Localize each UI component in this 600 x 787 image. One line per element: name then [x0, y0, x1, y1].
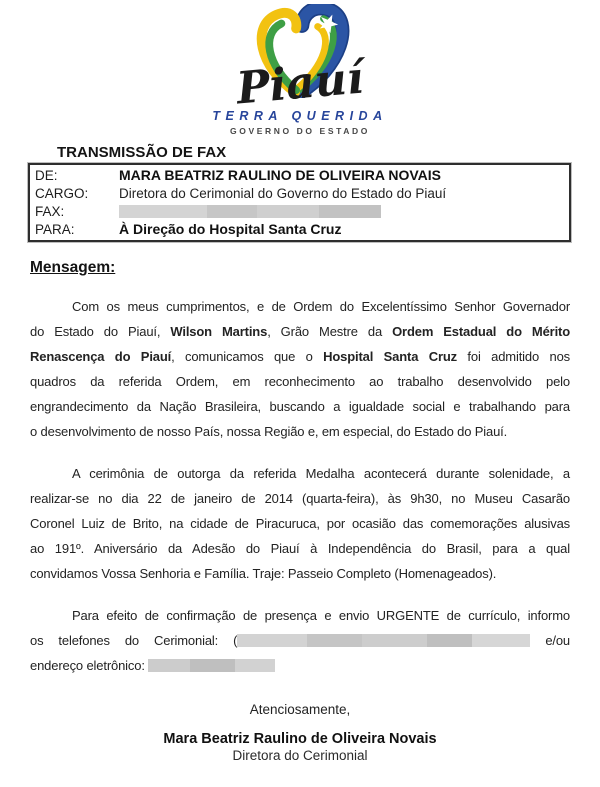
paragraph-line — [30, 319, 570, 344]
para-value: À Direção do Hospital Santa Cruz — [119, 221, 342, 237]
paragraph-line — [30, 653, 570, 678]
paragraph-line: Coronel Luiz de Brito, na cidade de Piracuruca, por ocasião das comemorações alusivas — [30, 516, 570, 531]
paragraph-line: A cerimônia de outorga da referida Medalha acontecerá durante solenidade, a — [72, 466, 570, 481]
text-segment: os telefones do Cerimonial: ( — [30, 633, 238, 648]
fax-label: FAX: — [35, 203, 65, 219]
bold-order-name: Renascença do Piauí — [30, 349, 172, 364]
redaction-bar — [207, 205, 257, 218]
message-paragraph-2 — [30, 461, 570, 586]
paragraph-line: realizar-se no dia 22 de janeiro de 2014 (quarta-feira), às 9h30, no Museu Casarão — [30, 491, 570, 506]
fax-row-fax — [30, 202, 569, 220]
text-segment: , comunicamos que o — [171, 349, 324, 364]
fax-row-para — [30, 220, 569, 238]
redaction-bar — [319, 205, 381, 218]
redaction-bar — [190, 659, 235, 672]
fax-transmission-title: TRANSMISSÃO DE FAX — [57, 144, 227, 161]
para-label: PARA: — [35, 221, 75, 237]
signature-name: Mara Beatriz Raulino de Oliveira Novais — [163, 731, 437, 747]
text-segment: endereço eletrônico: — [30, 658, 149, 673]
bold-hospital-name: Hospital Santa Cruz — [323, 349, 458, 364]
cargo-label: CARGO: — [35, 185, 89, 201]
paragraph-line: engrandecimento da Nação Brasileira, buscando a igualdade social e trabalhando para — [30, 399, 570, 414]
de-value: MARA BEATRIZ RAULINO DE OLIVEIRA NOVAIS — [119, 167, 441, 183]
redaction-bar — [257, 205, 319, 218]
email-redacted — [148, 658, 275, 673]
paragraph-line: Com os meus cumprimentos, e de Ordem do Excelentíssimo Senhor Governador — [72, 299, 570, 314]
redaction-bar — [148, 659, 190, 672]
de-label: DE: — [35, 167, 58, 183]
cargo-value: Diretora do Cerimonial do Governo do Estado do Piauí — [119, 185, 447, 201]
logo-government-label: GOVERNO DO ESTADO — [230, 126, 370, 136]
closing-salutation: Atenciosamente, — [249, 702, 351, 717]
redaction-bar — [235, 659, 275, 672]
fax-row-de — [30, 166, 569, 184]
text-segment: foi admitido nos — [457, 349, 571, 364]
paragraph-line: ao 191º. Aniversário da Adesão do Piauí à Independência do Brasil, para a qual — [30, 541, 570, 556]
paragraph-line — [30, 628, 570, 653]
redaction-bar — [362, 634, 427, 647]
fax-header-table — [28, 163, 571, 242]
redaction-bar — [237, 634, 307, 647]
paragraph-line: quadros da referida Ordem, em reconhecimento ao trabalho desenvolvido pelo — [30, 374, 570, 389]
redaction-bar — [119, 205, 207, 218]
text-segment: e/ou — [545, 633, 571, 648]
logo-state-name: Piauí — [234, 52, 366, 115]
signature-role: Diretora do Cerimonial — [232, 748, 368, 763]
text-segment: , Grão Mestre da — [267, 324, 393, 339]
message-paragraph-3 — [30, 603, 570, 678]
paragraph-line: o desenvolvimento de nosso País, nossa Região e, em especial, do Estado do Piauí. — [30, 424, 508, 439]
redaction-bar — [472, 634, 530, 647]
text-segment: do Estado do Piauí, — [30, 324, 171, 339]
bold-governor-name: Wilson Martins — [170, 324, 268, 339]
phone-numbers-redacted — [237, 633, 530, 648]
redaction-bar — [427, 634, 472, 647]
paragraph-line: Para efeito de confirmação de presença e envio URGENTE de currículo, informo — [72, 608, 570, 623]
fax-number-redacted — [119, 204, 569, 219]
redaction-bar — [307, 634, 362, 647]
paragraph-line — [30, 344, 570, 369]
state-logo — [30, 0, 570, 138]
logo-motto: TERRA QUERIDA — [212, 109, 388, 123]
message-paragraph-1 — [30, 294, 570, 444]
fax-row-cargo — [30, 184, 569, 202]
message-heading: Mensagem: — [30, 259, 116, 276]
bold-order-name: Ordem Estadual do Mérito — [392, 324, 570, 339]
paragraph-line: convidamos Vossa Senhoria e Família. Traje: Passeio Completo (Homenageados). — [30, 566, 497, 581]
